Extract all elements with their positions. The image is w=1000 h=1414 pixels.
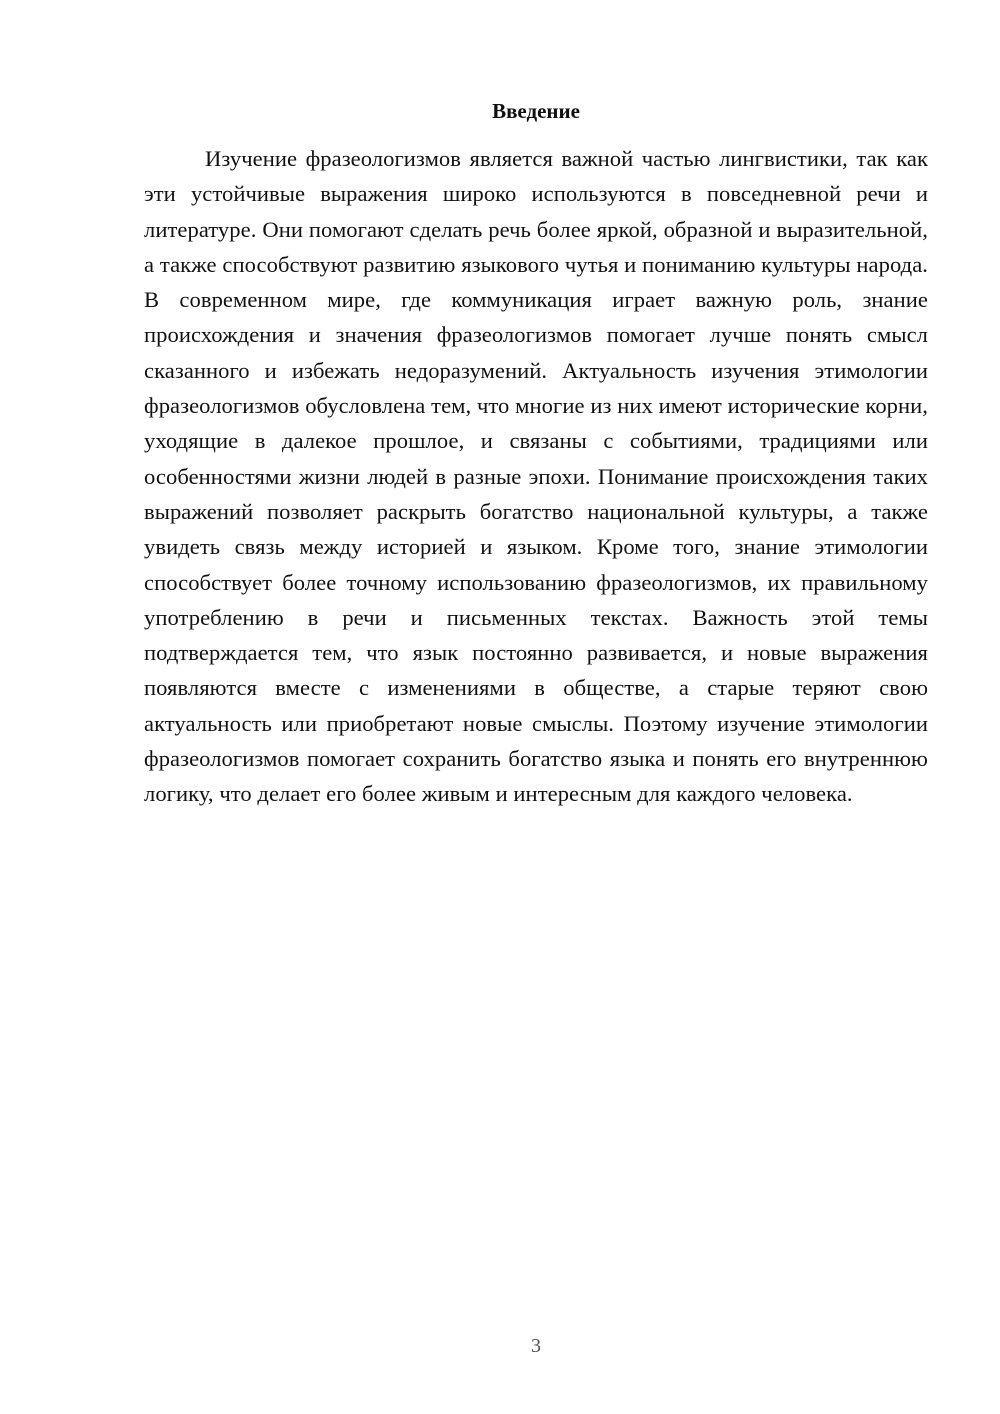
page-number: 3 [531,1335,541,1357]
section-heading: Введение [492,99,580,123]
body-paragraph: Изучение фразеологизмов является важной частью лингвистики, так как эти устойчивые выражения широко используются в повседневной речи и литературе. Они помогают сделать речь более яркой, образной и выразительной, а также способствуют развитию языкового чутья и пониманию культуры народа. В современном мире, где коммуникация играет важную роль, знание происхождения и значения фразеологизмов помогает лучше понять смысл сказанного и избежать недоразумений. Актуальность изучения этимологии фразеологизмов обусловлена тем, что многие из них имеют исторические корни, уходящие в далекое прошлое, и связаны с событиями, традициями или особенностями жизни людей в разные эпохи. Понимание происхождения таких выражений позволяет раскрыть богатство национальной культуры, а также увидеть связь между историей и языком. Кроме того, знание этимологии способствует более точному использованию фразеологизмов, их правильному употреблению в речи и письменных текстах. Важность этой темы подтверждается тем, что язык постоянно развивается, и новые выражения появляются вместе с изменениями в обществе, а старые теряют свою актуальность или приобретают новые смыслы. Поэтому изучение этимологии фразеологизмов помогает сохранить богатство языка и понять его внутреннюю логику, что делает его более живым и интересным для каждого человека. [144,146,928,807]
